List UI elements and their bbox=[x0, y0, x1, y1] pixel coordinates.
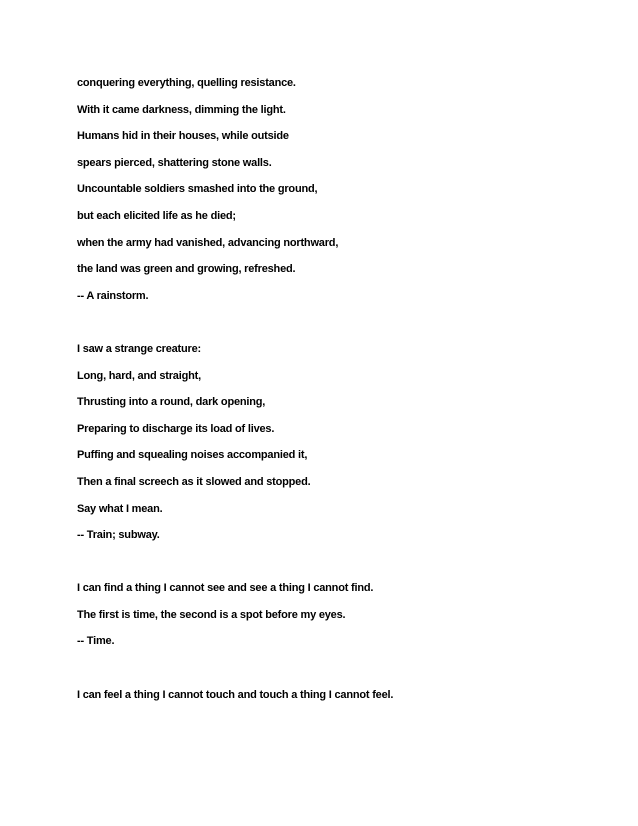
text-line: Humans hid in their houses, while outside bbox=[77, 130, 289, 143]
text-line: conquering everything, quelling resistance. bbox=[77, 77, 296, 89]
text-line: but each elicited life as he died; bbox=[77, 209, 236, 222]
text-line: With it came darkness, dimming the light. bbox=[77, 103, 286, 116]
text-line: The first is time, the second is a spot before my eyes. bbox=[77, 608, 346, 621]
stanza-gap bbox=[77, 555, 577, 582]
text-line: I saw a strange creature: bbox=[77, 342, 202, 355]
riddle-answer: -- Time. bbox=[77, 635, 115, 648]
riddle-stanza-2 bbox=[77, 342, 577, 555]
riddle-answer: -- Train; subway. bbox=[77, 529, 160, 542]
riddle-stanza-4 bbox=[77, 688, 577, 715]
text-line: Uncountable soldiers smashed into the ground, bbox=[77, 183, 318, 196]
text-line: Thrusting into a round, dark opening, bbox=[77, 396, 266, 409]
text-line: Then a final screech as it slowed and stopped. bbox=[77, 475, 311, 488]
text-line: Puffing and squealing noises accompanied it, bbox=[77, 449, 308, 462]
riddle-stanza-3 bbox=[77, 581, 577, 661]
riddle-stanza-1 bbox=[77, 76, 577, 315]
riddle-answer: -- A rainstorm. bbox=[77, 289, 149, 302]
text-line: Preparing to discharge its load of lives. bbox=[77, 422, 275, 435]
text-line: Long, hard, and straight, bbox=[77, 369, 201, 382]
text-line: I can feel a thing I cannot touch and touch a thing I cannot feel. bbox=[77, 688, 394, 701]
stanza-gap bbox=[77, 315, 577, 342]
document-body bbox=[77, 76, 577, 714]
text-line: when the army had vanished, advancing northward, bbox=[77, 236, 339, 249]
text-line: the land was green and growing, refreshed. bbox=[77, 263, 296, 276]
text-line: Say what I mean. bbox=[77, 502, 163, 515]
text-line: I can find a thing I cannot see and see a thing I cannot find. bbox=[77, 582, 374, 595]
text-line: spears pierced, shattering stone walls. bbox=[77, 156, 272, 169]
stanza-gap bbox=[77, 661, 577, 688]
